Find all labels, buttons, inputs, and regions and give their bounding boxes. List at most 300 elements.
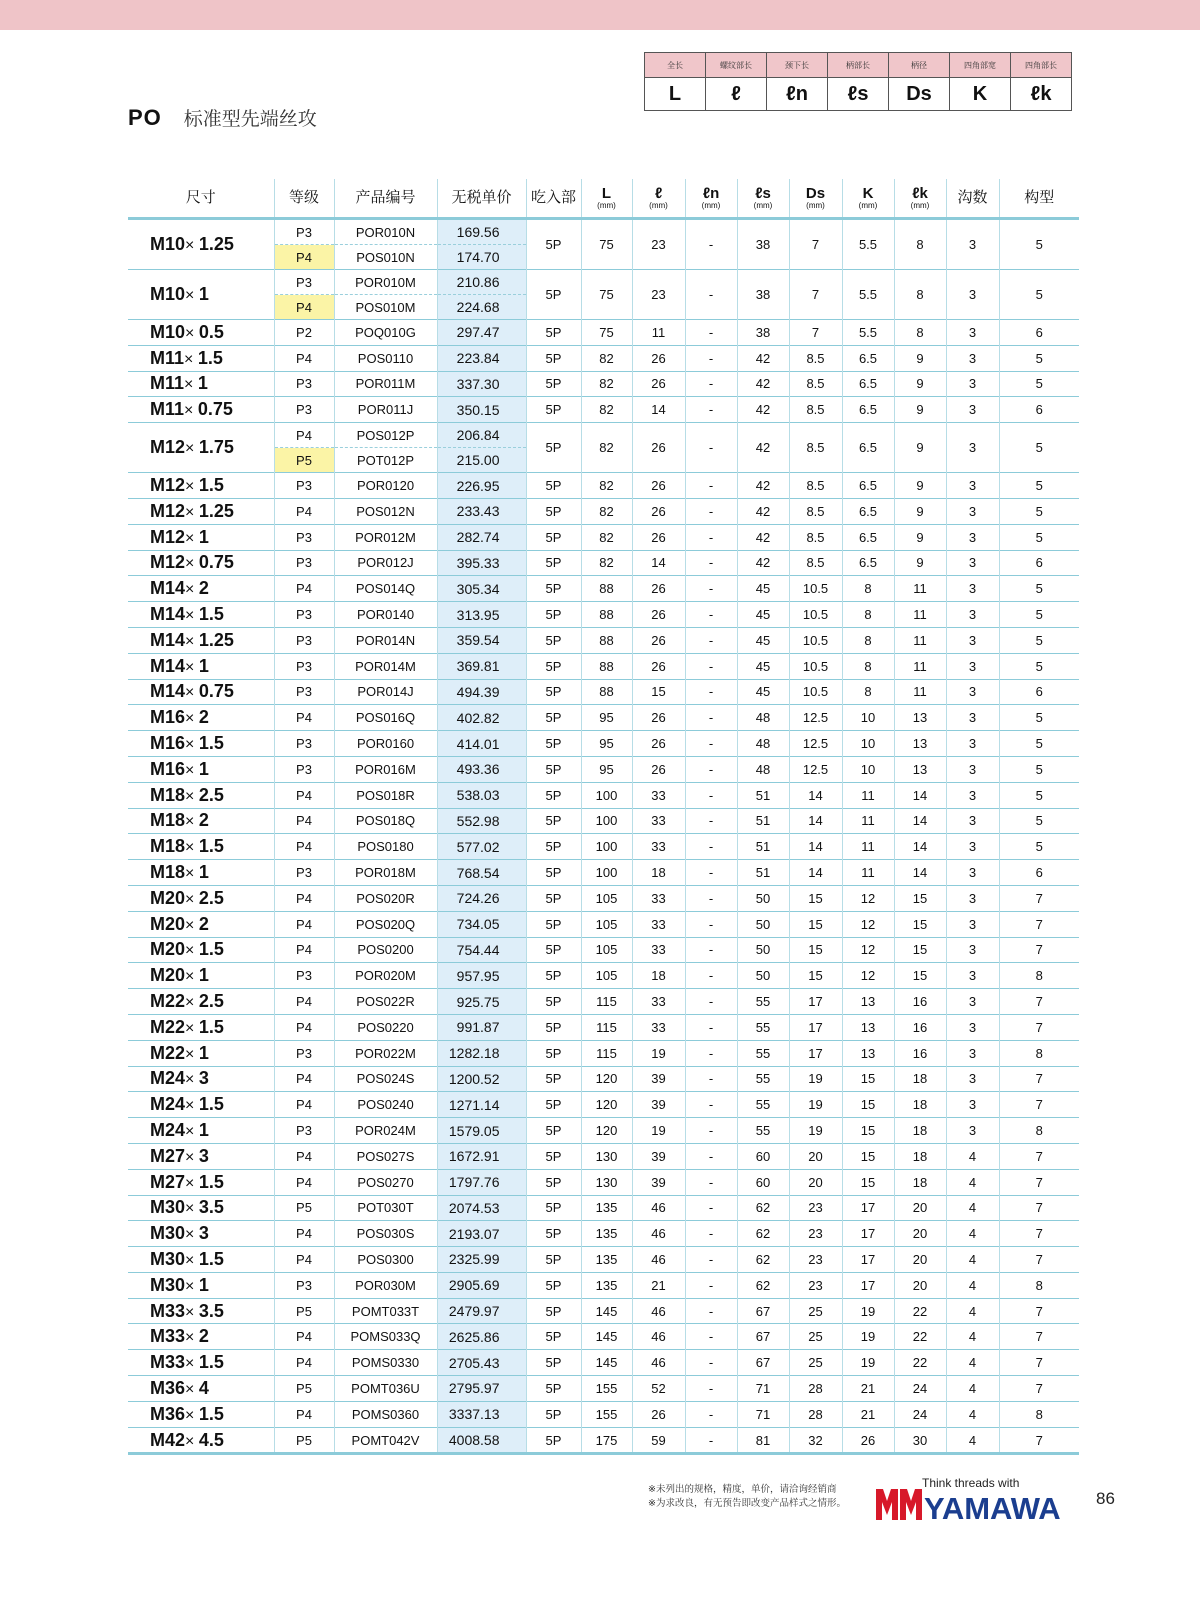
- yamawa-mark-icon: [876, 1489, 922, 1520]
- flutes-cell: 3: [946, 679, 999, 705]
- L-cell: 145: [581, 1298, 632, 1324]
- ln-cell: -: [685, 989, 737, 1015]
- L-cell: 135: [581, 1195, 632, 1221]
- l-cell: 23: [632, 270, 685, 320]
- product-code-cell: POS020R: [334, 885, 437, 911]
- size-cell: M12× 1: [128, 524, 274, 550]
- Ds-cell: 8.5: [789, 524, 842, 550]
- L-cell: 145: [581, 1350, 632, 1376]
- size-cell: M12× 1.75: [128, 423, 274, 473]
- l-cell: 26: [632, 705, 685, 731]
- price-cell: 1797.76: [437, 1169, 526, 1195]
- ln-cell: -: [685, 808, 737, 834]
- page-title: [128, 104, 317, 131]
- product-code-cell: POR014M: [334, 653, 437, 679]
- table-row: [128, 1014, 1079, 1040]
- ln-cell: -: [685, 1401, 737, 1427]
- lk-cell: 14: [894, 860, 946, 886]
- ln-cell: -: [685, 1014, 737, 1040]
- table-row: [128, 1401, 1079, 1427]
- Ds-cell: 28: [789, 1376, 842, 1402]
- K-cell: 10: [842, 705, 894, 731]
- price-cell: 3337.13: [437, 1401, 526, 1427]
- type-cell: 6: [999, 550, 1079, 576]
- Ds-cell: 17: [789, 1014, 842, 1040]
- lk-cell: 11: [894, 602, 946, 628]
- size-cell: M30× 1: [128, 1272, 274, 1298]
- grade-cell: P3: [274, 627, 334, 653]
- type-cell: 5: [999, 602, 1079, 628]
- col-l: ℓ (mm): [632, 179, 685, 219]
- chamfer-cell: 5P: [526, 1066, 581, 1092]
- Ds-cell: 12.5: [789, 705, 842, 731]
- lk-cell: 20: [894, 1272, 946, 1298]
- ls-cell: 67: [737, 1350, 789, 1376]
- chamfer-cell: 5P: [526, 1401, 581, 1427]
- table-row: [128, 1040, 1079, 1066]
- ln-cell: -: [685, 1066, 737, 1092]
- ln-cell: -: [685, 473, 737, 499]
- size-cell: M10× 0.5: [128, 320, 274, 346]
- Ds-cell: 10.5: [789, 627, 842, 653]
- K-cell: 6.5: [842, 397, 894, 423]
- L-cell: 130: [581, 1169, 632, 1195]
- price-cell: 2479.97: [437, 1298, 526, 1324]
- chamfer-cell: 5P: [526, 885, 581, 911]
- flutes-cell: 3: [946, 627, 999, 653]
- legend-header: 全长: [645, 53, 706, 78]
- ls-cell: 60: [737, 1169, 789, 1195]
- product-code-cell: POR0160: [334, 731, 437, 757]
- flutes-cell: 4: [946, 1376, 999, 1402]
- ls-cell: 42: [737, 473, 789, 499]
- grade-cell: P3: [274, 270, 334, 295]
- size-cell: M24× 3: [128, 1066, 274, 1092]
- grade-cell: P3: [274, 397, 334, 423]
- chamfer-cell: 5P: [526, 1118, 581, 1144]
- table-row: [128, 1118, 1079, 1144]
- chamfer-cell: 5P: [526, 937, 581, 963]
- ls-cell: 45: [737, 653, 789, 679]
- l-cell: 46: [632, 1247, 685, 1273]
- price-cell: 577.02: [437, 834, 526, 860]
- K-cell: 6.5: [842, 423, 894, 473]
- ln-cell: -: [685, 885, 737, 911]
- product-code-cell: POS020Q: [334, 911, 437, 937]
- Ds-cell: 14: [789, 808, 842, 834]
- ln-cell: -: [685, 679, 737, 705]
- ln-cell: -: [685, 1272, 737, 1298]
- legend-symbol: ℓs: [828, 78, 889, 111]
- product-code-cell: POS0200: [334, 937, 437, 963]
- legend-symbol: ℓk: [1011, 78, 1072, 111]
- logo-brand: YAMAWA: [924, 1491, 1061, 1522]
- type-cell: 5: [999, 219, 1079, 270]
- grade-cell: P4: [274, 1401, 334, 1427]
- price-cell: 768.54: [437, 860, 526, 886]
- price-cell: 2795.97: [437, 1376, 526, 1402]
- price-cell: 754.44: [437, 937, 526, 963]
- grade-cell: P4: [274, 498, 334, 524]
- type-cell: 8: [999, 1401, 1079, 1427]
- lk-cell: 9: [894, 550, 946, 576]
- size-cell: M14× 1: [128, 653, 274, 679]
- grade-cell: P4: [274, 705, 334, 731]
- size-cell: M22× 1.5: [128, 1014, 274, 1040]
- chamfer-cell: 5P: [526, 860, 581, 886]
- grade-cell: P4: [274, 1221, 334, 1247]
- lk-cell: 18: [894, 1066, 946, 1092]
- lk-cell: 15: [894, 911, 946, 937]
- Ds-cell: 7: [789, 320, 842, 346]
- series-code: PO: [128, 105, 162, 130]
- product-code-cell: POS024S: [334, 1066, 437, 1092]
- grade-cell: P4: [274, 1350, 334, 1376]
- table-row: [128, 885, 1079, 911]
- K-cell: 5.5: [842, 270, 894, 320]
- table-row: [128, 1350, 1079, 1376]
- price-cell: 297.47: [437, 320, 526, 346]
- footer-notes: [648, 1483, 846, 1511]
- chamfer-cell: 5P: [526, 1376, 581, 1402]
- product-code-cell: POR011J: [334, 397, 437, 423]
- grade-cell: P3: [274, 371, 334, 397]
- page-number: 86: [1096, 1489, 1115, 1508]
- product-code-cell: POT030T: [334, 1195, 437, 1221]
- lk-cell: 24: [894, 1376, 946, 1402]
- product-code-cell: POS0180: [334, 834, 437, 860]
- type-cell: 7: [999, 1298, 1079, 1324]
- chamfer-cell: 5P: [526, 1169, 581, 1195]
- size-cell: M10× 1: [128, 270, 274, 320]
- size-cell: M36× 1.5: [128, 1401, 274, 1427]
- ln-cell: -: [685, 756, 737, 782]
- table-row: [128, 1324, 1079, 1350]
- table-row: [128, 679, 1079, 705]
- price-cell: 1200.52: [437, 1066, 526, 1092]
- flutes-cell: 3: [946, 705, 999, 731]
- grade-cell: P4: [274, 345, 334, 371]
- flutes-cell: 3: [946, 270, 999, 320]
- flutes-cell: 3: [946, 653, 999, 679]
- ln-cell: -: [685, 782, 737, 808]
- chamfer-cell: 5P: [526, 782, 581, 808]
- price-cell: 282.74: [437, 524, 526, 550]
- K-cell: 13: [842, 1014, 894, 1040]
- table-row: [128, 397, 1079, 423]
- grade-cell: P4: [274, 782, 334, 808]
- col-ls: ℓs (mm): [737, 179, 789, 219]
- legend-header: 柄部长: [828, 53, 889, 78]
- ln-cell: -: [685, 371, 737, 397]
- l-cell: 46: [632, 1298, 685, 1324]
- chamfer-cell: 5P: [526, 679, 581, 705]
- type-cell: 7: [999, 1014, 1079, 1040]
- Ds-cell: 12.5: [789, 731, 842, 757]
- product-code-cell: POS0270: [334, 1169, 437, 1195]
- ln-cell: -: [685, 270, 737, 320]
- size-cell: M20× 2.5: [128, 885, 274, 911]
- type-cell: 7: [999, 937, 1079, 963]
- table-row: [128, 756, 1079, 782]
- Ds-cell: 8.5: [789, 550, 842, 576]
- grade-cell: P4: [274, 295, 334, 320]
- ln-cell: -: [685, 860, 737, 886]
- ln-cell: -: [685, 1247, 737, 1273]
- type-cell: 8: [999, 1040, 1079, 1066]
- price-cell: 1579.05: [437, 1118, 526, 1144]
- table-row: [128, 911, 1079, 937]
- L-cell: 82: [581, 498, 632, 524]
- type-cell: 5: [999, 345, 1079, 371]
- l-cell: 26: [632, 756, 685, 782]
- l-cell: 26: [632, 473, 685, 499]
- grade-cell: P3: [274, 963, 334, 989]
- legend-symbol: Ds: [889, 78, 950, 111]
- L-cell: 88: [581, 576, 632, 602]
- ln-cell: -: [685, 1195, 737, 1221]
- product-code-cell: POMS0330: [334, 1350, 437, 1376]
- table-row: [128, 653, 1079, 679]
- type-cell: 7: [999, 1427, 1079, 1454]
- l-cell: 26: [632, 423, 685, 473]
- price-cell: 2625.86: [437, 1324, 526, 1350]
- type-cell: 7: [999, 1324, 1079, 1350]
- l-cell: 39: [632, 1092, 685, 1118]
- ls-cell: 50: [737, 911, 789, 937]
- size-cell: M27× 1.5: [128, 1169, 274, 1195]
- price-cell: 538.03: [437, 782, 526, 808]
- table-row: [128, 1221, 1079, 1247]
- Ds-cell: 15: [789, 885, 842, 911]
- ls-cell: 42: [737, 371, 789, 397]
- lk-cell: 16: [894, 1040, 946, 1066]
- grade-cell: P4: [274, 1092, 334, 1118]
- l-cell: 46: [632, 1324, 685, 1350]
- L-cell: 100: [581, 860, 632, 886]
- ls-cell: 50: [737, 963, 789, 989]
- Ds-cell: 25: [789, 1324, 842, 1350]
- flutes-cell: 3: [946, 371, 999, 397]
- ls-cell: 71: [737, 1401, 789, 1427]
- flutes-cell: 4: [946, 1298, 999, 1324]
- K-cell: 6.5: [842, 371, 894, 397]
- price-cell: 305.34: [437, 576, 526, 602]
- product-code-cell: POR030M: [334, 1272, 437, 1298]
- K-cell: 19: [842, 1298, 894, 1324]
- L-cell: 82: [581, 397, 632, 423]
- size-cell: M18× 1.5: [128, 834, 274, 860]
- table-row: [128, 550, 1079, 576]
- Ds-cell: 12.5: [789, 756, 842, 782]
- lk-cell: 14: [894, 782, 946, 808]
- size-cell: M10× 1.25: [128, 219, 274, 270]
- flutes-cell: 3: [946, 937, 999, 963]
- grade-cell: P5: [274, 1376, 334, 1402]
- dimension-legend: [644, 52, 1072, 111]
- ls-cell: 51: [737, 808, 789, 834]
- ls-cell: 81: [737, 1427, 789, 1454]
- footer-note: ※为求改良，有无预告即改变产品样式之情形。: [648, 1498, 846, 1509]
- ln-cell: -: [685, 320, 737, 346]
- type-cell: 5: [999, 653, 1079, 679]
- K-cell: 15: [842, 1092, 894, 1118]
- ls-cell: 55: [737, 1014, 789, 1040]
- Ds-cell: 15: [789, 911, 842, 937]
- K-cell: 17: [842, 1221, 894, 1247]
- flutes-cell: 3: [946, 550, 999, 576]
- col-grade: 等级: [274, 179, 334, 219]
- table-row: [128, 937, 1079, 963]
- col-code: 产品编号: [334, 179, 437, 219]
- type-cell: 7: [999, 1143, 1079, 1169]
- size-cell: M36× 4: [128, 1376, 274, 1402]
- product-code-cell: POS027S: [334, 1143, 437, 1169]
- flutes-cell: 3: [946, 345, 999, 371]
- product-code-cell: POS022R: [334, 989, 437, 1015]
- ls-cell: 62: [737, 1221, 789, 1247]
- l-cell: 23: [632, 219, 685, 270]
- product-code-cell: POMS033Q: [334, 1324, 437, 1350]
- table-row: [128, 576, 1079, 602]
- K-cell: 5.5: [842, 320, 894, 346]
- flutes-cell: 4: [946, 1195, 999, 1221]
- l-cell: 39: [632, 1066, 685, 1092]
- K-cell: 11: [842, 860, 894, 886]
- L-cell: 105: [581, 937, 632, 963]
- lk-cell: 9: [894, 371, 946, 397]
- col-flutes: 沟数: [946, 179, 999, 219]
- L-cell: 105: [581, 885, 632, 911]
- K-cell: 17: [842, 1272, 894, 1298]
- table-row: [128, 1376, 1079, 1402]
- grade-cell: P4: [274, 1014, 334, 1040]
- grade-cell: P4: [274, 1066, 334, 1092]
- chamfer-cell: 5P: [526, 576, 581, 602]
- Ds-cell: 8.5: [789, 498, 842, 524]
- grade-cell: P2: [274, 320, 334, 346]
- ls-cell: 71: [737, 1376, 789, 1402]
- lk-cell: 9: [894, 397, 946, 423]
- size-cell: M11× 1.5: [128, 345, 274, 371]
- type-cell: 8: [999, 1272, 1079, 1298]
- lk-cell: 13: [894, 705, 946, 731]
- flutes-cell: 4: [946, 1247, 999, 1273]
- price-cell: 206.84: [437, 423, 526, 448]
- K-cell: 8: [842, 627, 894, 653]
- ln-cell: -: [685, 834, 737, 860]
- type-cell: 5: [999, 834, 1079, 860]
- ln-cell: -: [685, 423, 737, 473]
- grade-cell: P4: [274, 423, 334, 448]
- lk-cell: 9: [894, 524, 946, 550]
- grade-cell: P3: [274, 1040, 334, 1066]
- table-row: [128, 1092, 1079, 1118]
- type-cell: 6: [999, 860, 1079, 886]
- flutes-cell: 4: [946, 1324, 999, 1350]
- product-code-cell: POR010M: [334, 270, 437, 295]
- price-cell: 552.98: [437, 808, 526, 834]
- lk-cell: 11: [894, 627, 946, 653]
- K-cell: 6.5: [842, 550, 894, 576]
- size-cell: M12× 0.75: [128, 550, 274, 576]
- ln-cell: -: [685, 1143, 737, 1169]
- l-cell: 18: [632, 963, 685, 989]
- K-cell: 11: [842, 834, 894, 860]
- chamfer-cell: 5P: [526, 1350, 581, 1376]
- ln-cell: -: [685, 1350, 737, 1376]
- flutes-cell: 3: [946, 397, 999, 423]
- l-cell: 14: [632, 550, 685, 576]
- ln-cell: -: [685, 576, 737, 602]
- product-code-cell: POS012P: [334, 423, 437, 448]
- price-cell: 224.68: [437, 295, 526, 320]
- flutes-cell: 3: [946, 782, 999, 808]
- ls-cell: 42: [737, 524, 789, 550]
- K-cell: 12: [842, 885, 894, 911]
- Ds-cell: 7: [789, 270, 842, 320]
- L-cell: 95: [581, 756, 632, 782]
- grade-cell: P3: [274, 219, 334, 245]
- col-chamfer: 吃入部: [526, 179, 581, 219]
- ls-cell: 45: [737, 679, 789, 705]
- type-cell: 5: [999, 576, 1079, 602]
- ls-cell: 55: [737, 989, 789, 1015]
- grade-cell: P4: [274, 834, 334, 860]
- price-cell: 1282.18: [437, 1040, 526, 1066]
- type-cell: 7: [999, 885, 1079, 911]
- chamfer-cell: 5P: [526, 1014, 581, 1040]
- ls-cell: 62: [737, 1247, 789, 1273]
- product-code-cell: POR0140: [334, 602, 437, 628]
- Ds-cell: 20: [789, 1143, 842, 1169]
- lk-cell: 8: [894, 219, 946, 270]
- ln-cell: -: [685, 1221, 737, 1247]
- l-cell: 39: [632, 1169, 685, 1195]
- product-code-cell: POR022M: [334, 1040, 437, 1066]
- K-cell: 12: [842, 963, 894, 989]
- product-code-cell: POS018R: [334, 782, 437, 808]
- chamfer-cell: 5P: [526, 345, 581, 371]
- col-price: 无税单价: [437, 179, 526, 219]
- l-cell: 26: [632, 371, 685, 397]
- K-cell: 12: [842, 911, 894, 937]
- Ds-cell: 25: [789, 1298, 842, 1324]
- L-cell: 135: [581, 1247, 632, 1273]
- product-code-cell: POS0300: [334, 1247, 437, 1273]
- logo-tagline: Think threads with: [922, 1477, 1020, 1490]
- size-cell: M18× 2: [128, 808, 274, 834]
- price-cell: 2193.07: [437, 1221, 526, 1247]
- type-cell: 7: [999, 911, 1079, 937]
- chamfer-cell: 5P: [526, 963, 581, 989]
- type-cell: 5: [999, 756, 1079, 782]
- chamfer-cell: 5P: [526, 731, 581, 757]
- product-code-cell: POS018Q: [334, 808, 437, 834]
- lk-cell: 14: [894, 834, 946, 860]
- product-code-cell: POS012N: [334, 498, 437, 524]
- L-cell: 120: [581, 1092, 632, 1118]
- ln-cell: -: [685, 1298, 737, 1324]
- chamfer-cell: 5P: [526, 473, 581, 499]
- l-cell: 26: [632, 602, 685, 628]
- price-cell: 169.56: [437, 219, 526, 245]
- product-code-cell: POMT036U: [334, 1376, 437, 1402]
- Ds-cell: 8.5: [789, 345, 842, 371]
- Ds-cell: 8.5: [789, 423, 842, 473]
- lk-cell: 18: [894, 1092, 946, 1118]
- lk-cell: 11: [894, 679, 946, 705]
